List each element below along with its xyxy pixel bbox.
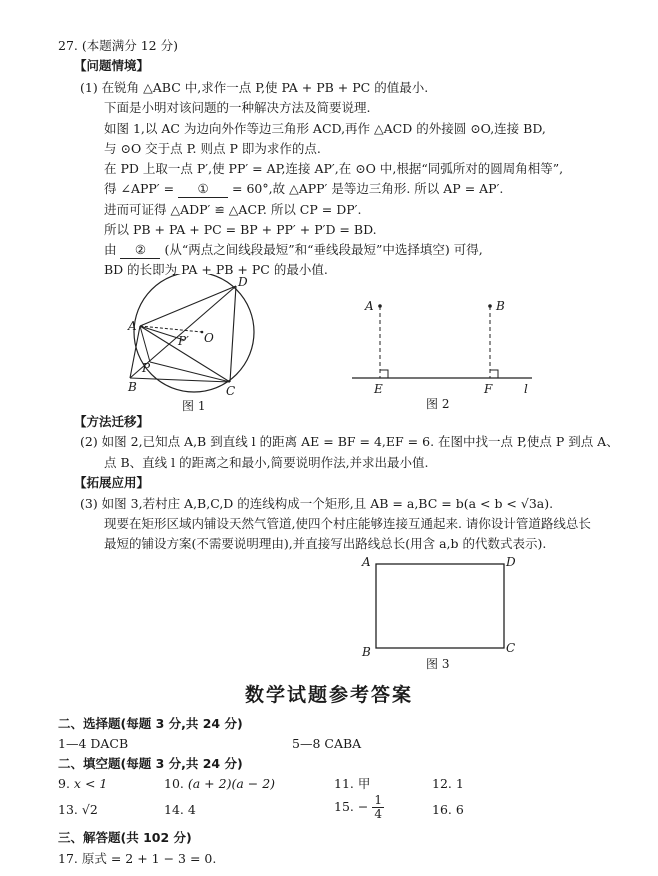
fig2-label-l: l xyxy=(524,382,528,396)
part3-line1: (3) 如图 3,若村庄 A,B,C,D 的连线构成一个矩形,且 AB = a,BC = b(a < b < √3a). xyxy=(80,496,554,511)
figure-3 xyxy=(358,552,528,674)
segment-dc xyxy=(230,286,236,382)
fraction-numerator: 1 xyxy=(374,793,382,807)
fig1-label-a: A xyxy=(128,319,137,333)
fig1-label-c: C xyxy=(226,384,236,398)
figure-1 xyxy=(118,274,268,414)
section-extend: 【拓展应用】 xyxy=(74,475,150,490)
fig1-label-p: P xyxy=(142,361,151,375)
fill-ans: √2 xyxy=(81,802,98,817)
section-transfer: 【方法迁移】 xyxy=(74,414,150,429)
fig1-label-d: D xyxy=(238,275,248,289)
blank-1: ① xyxy=(178,181,228,198)
fill-no: 16. xyxy=(432,802,452,817)
fill-no: 12. xyxy=(432,776,452,791)
fig3-label-a: A xyxy=(362,555,371,569)
answer-17: 17. 原式 = 2 + 1 − 3 = 0. xyxy=(58,851,217,866)
fig1-label-b: B xyxy=(128,380,137,394)
answers-title: 数学试题参考答案 xyxy=(244,684,413,706)
right-angle-f xyxy=(490,370,498,378)
fill-item-10 xyxy=(164,776,275,792)
fig1-label-o: O xyxy=(204,331,214,345)
part2-line1: (2) 如图 2,已知点 A,B 到直线 l 的距离 AE = BF = 4,EF = 6. 在图中找一点 P,使点 P 到点 A、 xyxy=(80,434,619,449)
part3-line2: 现要在矩形区域内铺设天然气管道,使四个村庄能够连接互通起来. 请你设计管道路线总长 xyxy=(104,516,591,531)
fig1-caption: 图 1 xyxy=(182,399,206,413)
fill-item-11 xyxy=(334,776,370,792)
point-a xyxy=(378,304,382,308)
part1-line6-post: = 60°,故 △APP′ 是等边三角形. 所以 AP = AP′. xyxy=(228,181,504,196)
fill-heading: 二、填空题(每题 3 分,共 24 分) xyxy=(58,756,243,771)
choice-1-4: 1—4 DACB xyxy=(58,736,129,751)
fraction xyxy=(372,794,384,821)
fill-no: 9. xyxy=(58,776,70,791)
figure-2 xyxy=(348,290,548,414)
right-angle-e xyxy=(380,370,388,378)
part1-line2: 下面是小明对该问题的一种解决方法及简要说理. xyxy=(104,100,371,115)
part1-line6-pre: 得 ∠APP′ = xyxy=(104,181,179,196)
fill-item-9 xyxy=(58,776,107,792)
part1-line4: 与 ⊙O 交于点 P. 则点 P 即为求作的点. xyxy=(104,141,321,156)
fig2-label-a: A xyxy=(365,299,374,313)
part1-line9-post: (从“两点之间线段最短”和“垂线段最短”中选择填空) 可得, xyxy=(160,242,483,257)
fig2-label-b: B xyxy=(496,299,505,313)
fill-item-14 xyxy=(164,802,196,818)
rectangle-abcd xyxy=(376,564,504,648)
fig3-label-d: D xyxy=(506,555,516,569)
blank-2: ② xyxy=(120,242,160,259)
fill-ans: (a + 2)(a − 2) xyxy=(187,776,276,791)
part1-line5: 在 PD 上取一点 P′,使 PP′ = AP,连接 AP′,在 ⊙O 中,根据“同弧所对的圆周角相等”, xyxy=(104,161,564,176)
fill-item-16 xyxy=(432,802,464,818)
fill-no: 13. xyxy=(58,802,78,817)
part1-intro: (1) 在锐角 △ABC 中,求作一点 P,使 PA + PB + PC 的值最小. xyxy=(80,80,429,95)
section-situation: 【问题情境】 xyxy=(74,58,150,73)
fill-no: 15. xyxy=(334,799,354,814)
choice-heading: 二、选择题(每题 3 分,共 24 分) xyxy=(58,716,243,731)
center-o-dot xyxy=(201,331,204,334)
fig1-label-p-prime: P′ xyxy=(178,334,189,348)
solve-heading: 三、解答题(共 102 分) xyxy=(58,830,192,845)
fig2-caption: 图 2 xyxy=(426,397,450,411)
fill-ans: 6 xyxy=(455,802,464,817)
part1-line10: BD 的长即为 PA + PB + PC 的最小值. xyxy=(104,262,328,277)
fill-ans-sign: − xyxy=(357,799,369,814)
fig3-label-c: C xyxy=(506,641,516,655)
choice-5-8: 5—8 CABA xyxy=(292,736,362,751)
fill-no: 10. xyxy=(164,776,184,791)
part3-line3: 最短的铺设方案(不需要说明理由),并直接写出路线总长(用含 a,b 的代数式表示). xyxy=(104,536,547,551)
fig3-caption: 图 3 xyxy=(426,657,450,671)
part1-line3: 如图 1,以 AC 为边向外作等边三角形 ACD,再作 △ACD 的外接圆 ⊙O,连接 BD, xyxy=(104,121,546,136)
fill-no: 11. xyxy=(334,776,354,791)
part1-line9 xyxy=(104,242,483,259)
part1-line6 xyxy=(104,181,503,198)
fill-ans: 4 xyxy=(187,802,196,817)
fig2-label-f: F xyxy=(484,382,493,396)
part1-line8: 所以 PB + PA + PC = BP + PP′ + P′D = BD. xyxy=(104,222,377,237)
part1-line7: 进而可证得 △ADP′ ≌ △ACP. 所以 CP = DP′. xyxy=(104,202,362,217)
fill-ans: x < 1 xyxy=(73,776,108,791)
segment-ad xyxy=(140,286,236,326)
fill-ans: 1 xyxy=(455,776,464,791)
point-b xyxy=(488,304,492,308)
part1-line9-pre: 由 xyxy=(104,242,121,257)
fig2-label-e: E xyxy=(374,382,383,396)
fill-item-12 xyxy=(432,776,464,792)
fill-ans: 甲 xyxy=(357,776,371,791)
fill-item-15 xyxy=(334,794,384,821)
fill-item-13 xyxy=(58,802,98,818)
fraction-denominator: 4 xyxy=(374,807,382,821)
fig3-label-b: B xyxy=(362,645,371,659)
part2-line2: 点 B、直线 l 的距离之和最小,简要说明作法,并求出最小值. xyxy=(104,455,429,470)
fill-no: 14. xyxy=(164,802,184,817)
problem-header: 27. (本题满分 12 分) xyxy=(58,38,178,53)
